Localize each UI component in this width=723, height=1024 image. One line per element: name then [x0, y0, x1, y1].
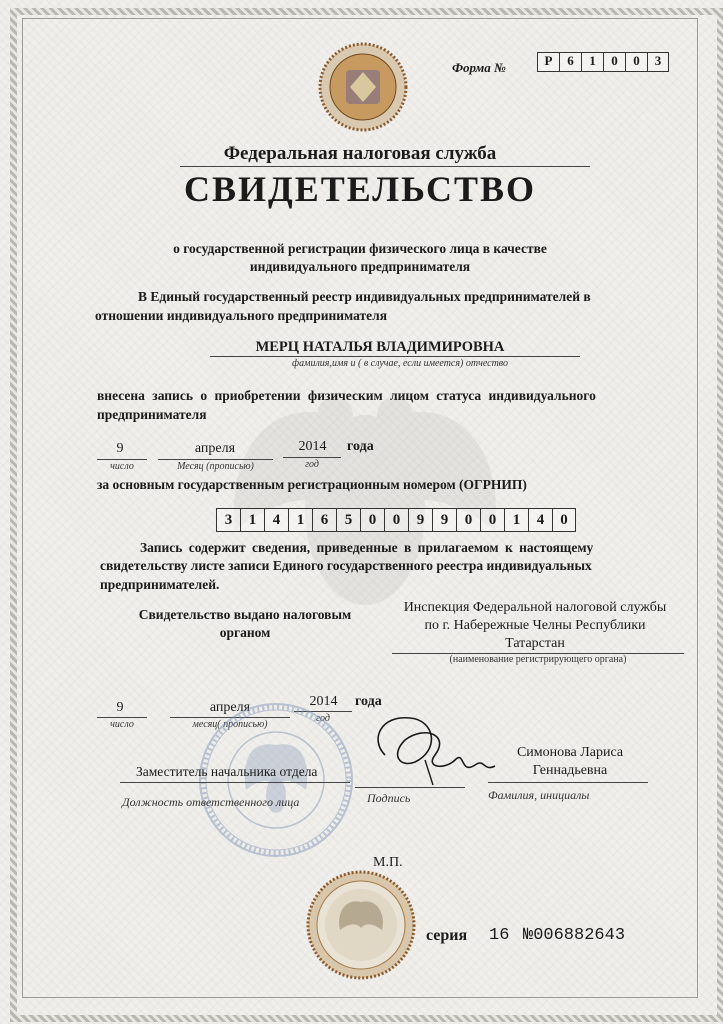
- signer-name-line-2: Геннадьевна: [532, 763, 608, 778]
- record-line-2: предпринимателя: [97, 407, 207, 422]
- person-name-caption: фамилия,имя и ( в случае, если имеется) отчество: [291, 358, 509, 369]
- issuer-label-line-2: органом: [219, 625, 271, 640]
- record-year: 2014: [298, 439, 327, 454]
- issue-year-caption: год: [316, 713, 330, 724]
- ogrnip-digit: 4: [264, 508, 288, 532]
- ogrnip-digit: 9: [432, 508, 456, 532]
- issue-month-caption: месяц( прописью): [192, 719, 268, 730]
- position-caption: Должность ответственного лица: [122, 795, 300, 809]
- signer-underline: [488, 782, 648, 783]
- person-name: МЕРЦ НАТАЛЬЯ ВЛАДИМИРОВНА: [255, 339, 505, 355]
- record-year-line: [283, 457, 341, 458]
- form-code-box: 1: [581, 52, 603, 72]
- signer-position: Заместитель начальника отдела: [136, 764, 318, 779]
- issuer-name-line-2: по г. Набережные Челны Республики: [424, 618, 646, 633]
- subtitle-line-2: индивидуального предпринимателя: [249, 259, 471, 274]
- form-code-box: Р: [537, 52, 559, 72]
- agency-underline: [180, 166, 590, 167]
- ogrnip-digit: 0: [384, 508, 408, 532]
- signature-caption: Подпись: [367, 791, 411, 805]
- intro-line-1: В Единый государственный реестр индивидуальных предпринимателей в: [138, 289, 591, 304]
- subtitle-line-1: о государственной регистрации физического лица в качестве: [173, 241, 547, 256]
- intro-line-2: отношении индивидуального предпринимателя: [95, 308, 388, 323]
- ogrnip-digit: 3: [216, 508, 240, 532]
- form-code-box: 3: [647, 52, 669, 72]
- form-code-box: 6: [559, 52, 581, 72]
- person-name-underline: [210, 356, 580, 357]
- signer-name-line-1: Симонова Лариса: [516, 745, 624, 760]
- note-line-1: Запись содержит сведения, приведенные в прилагаемом к настоящему: [140, 540, 594, 555]
- ogrnip-digit: 5: [336, 508, 360, 532]
- agency-name: Федеральная налоговая служба: [223, 143, 497, 164]
- issuer-label-line-1: Свидетельство выдано налоговым: [138, 607, 352, 622]
- form-label: Форма №: [452, 60, 506, 75]
- form-code-box: 0: [625, 52, 647, 72]
- ogrnip-digit: 0: [456, 508, 480, 532]
- record-day-caption: число: [110, 461, 134, 472]
- signature-underline: [355, 787, 465, 788]
- record-line-1: внесена запись о приобретении физическим лицом статуса индивидуального: [97, 388, 596, 403]
- record-year-caption: год: [305, 459, 319, 470]
- hologram-seal-icon: [306, 870, 416, 980]
- form-code-boxes: [537, 52, 669, 72]
- ogrnip-label: за основным государственным регистрационным номером (ОГРНИП): [97, 477, 527, 492]
- serial-number: №006882643: [523, 926, 626, 945]
- ogrnip-digit: 1: [240, 508, 264, 532]
- ogrnip-digit: 0: [360, 508, 384, 532]
- issue-day-caption: число: [110, 719, 134, 730]
- form-code-box: 0: [603, 52, 625, 72]
- issuer-name-line-3: Татарстан: [505, 636, 565, 651]
- record-month: апреля: [194, 441, 236, 456]
- ogrnip-digit: 9: [408, 508, 432, 532]
- issuer-name-caption: (наименование регистрирующего органа): [449, 654, 627, 665]
- hologram-emblem-icon: [318, 42, 408, 132]
- record-day: 9: [116, 441, 124, 456]
- ogrnip-digit: 0: [480, 508, 504, 532]
- serial-label: серия: [426, 927, 468, 944]
- signature-icon: [365, 700, 505, 790]
- certificate-title: СВИДЕТЕЛЬСТВО: [183, 169, 537, 209]
- official-stamp-icon: [196, 700, 356, 860]
- issue-day: 9: [116, 700, 124, 715]
- position-underline: [120, 782, 350, 783]
- record-year-word: года: [347, 439, 374, 454]
- stamp-place-label: М.П.: [373, 855, 403, 870]
- issuer-name-line-1: Инспекция Федеральной налоговой службы: [403, 600, 667, 615]
- record-month-caption: Месяц (прописью): [177, 461, 254, 472]
- ogrnip-digit: 4: [528, 508, 552, 532]
- ogrnip-digit: 1: [504, 508, 528, 532]
- ogrnip-digit: 0: [552, 508, 576, 532]
- note-line-3: предпринимателей.: [100, 577, 220, 592]
- issue-day-line: [97, 717, 147, 718]
- note-line-2: свидетельству листе записи Единого государственного реестра индивидуальных: [100, 558, 592, 573]
- issue-year: 2014: [309, 694, 338, 709]
- issue-month: апреля: [209, 700, 251, 715]
- ogrnip-digit: 1: [288, 508, 312, 532]
- record-day-line: [97, 459, 147, 460]
- signer-caption: Фамилия, инициалы: [488, 788, 590, 802]
- serial-series: 16: [489, 926, 510, 945]
- ogrnip-boxes: [216, 508, 576, 532]
- record-month-line: [158, 459, 273, 460]
- issue-year-word: года: [355, 694, 382, 709]
- ogrnip-digit: 6: [312, 508, 336, 532]
